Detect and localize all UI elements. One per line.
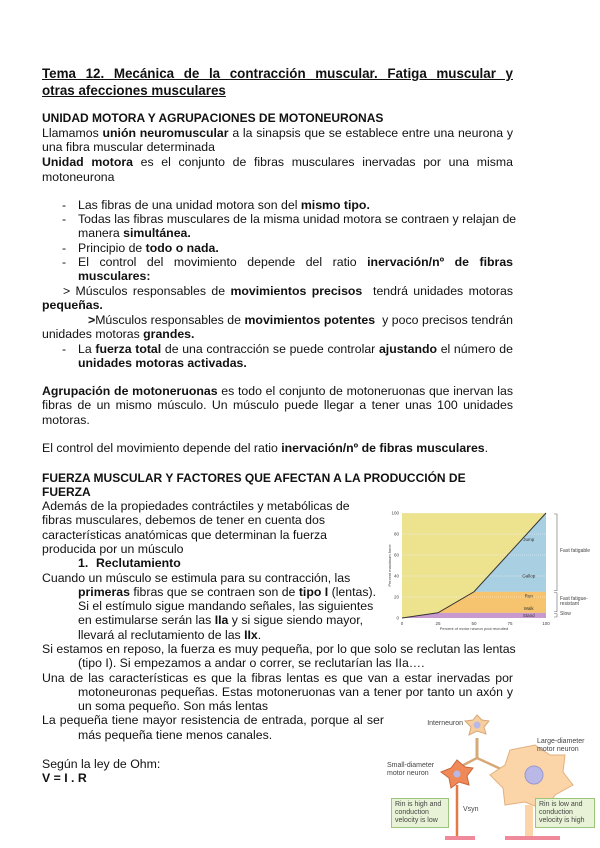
large-note-box: Rin is low and conduction velocity is high (535, 798, 595, 828)
interneuron-label: Interneuron (427, 720, 463, 727)
paragraph-line (42, 126, 513, 140)
bold-text: V = I . R (42, 771, 87, 785)
activity-label: Jump (523, 536, 535, 542)
bullet-dash: - (62, 241, 67, 255)
text: Las fibras de una unidad motora son del (78, 198, 301, 212)
subheading: Reclutamiento (96, 556, 181, 570)
text: fibras que se contraen son de (129, 585, 299, 599)
text: > Músculos responsables de (63, 284, 231, 298)
bold-text: fuerza total (95, 342, 162, 356)
paragraph-line (42, 413, 90, 427)
paragraph-line (42, 140, 215, 154)
bold-text: movimientos potentes (244, 313, 376, 327)
sub-item (88, 313, 513, 327)
bold-text: Agrupación de motoneruonas (42, 384, 218, 398)
bold-text: inervación/nº de fibras (367, 255, 513, 269)
text: un soma pequeño. Son más lentas (78, 699, 269, 713)
bold-text: ajustando (378, 342, 438, 356)
bullet-item-cont (78, 226, 191, 240)
text: manera (78, 226, 124, 240)
bold-text: unidades motoras activadas. (78, 356, 247, 370)
text: unidades motoras (42, 327, 144, 341)
y-tick-label: 60 (393, 552, 399, 558)
bullet-item (78, 241, 219, 255)
text: motoras. (42, 413, 90, 427)
text: Además de la propiedades contráctiles y metabólicas de (42, 499, 350, 513)
text: características anatómicas que determinan la fuerza (42, 528, 328, 542)
y-tick-label: 80 (393, 531, 399, 537)
sub-item-cont (42, 327, 194, 341)
vsyn-label: Vsyn (463, 806, 479, 813)
recruitment-chart (385, 505, 600, 632)
y-tick-label: 40 (393, 573, 399, 579)
bold-text: > (88, 313, 96, 327)
text: . (257, 628, 262, 642)
bullet-item (78, 342, 513, 356)
text: motoneurona (42, 170, 115, 184)
band-bracket (554, 614, 557, 617)
large-neuron-label: Large-diameter motor neuron (537, 738, 585, 753)
bold-text: mismo tipo. (300, 198, 370, 212)
paragraph-line (42, 571, 350, 585)
paragraph-line (42, 155, 513, 169)
paragraph-line (42, 384, 513, 398)
bold-text: simultánea. (123, 226, 191, 240)
list-number: 1. (78, 556, 89, 570)
text: el número de (437, 342, 513, 356)
x-tick-label: 25 (435, 621, 441, 626)
text: una fibra muscular determinada (42, 140, 215, 154)
sub-item-cont (42, 298, 103, 312)
band-label: Fast fatigable (560, 548, 591, 555)
y-tick-label: 0 (396, 615, 399, 621)
band-bracket (554, 593, 557, 612)
text: Músculos responsables de (95, 313, 245, 327)
activity-label: Run (524, 593, 533, 599)
section-heading-cont: FUERZA (42, 485, 91, 499)
text: más pequeña tiene menos canales. (78, 728, 273, 742)
text: Principio de (78, 241, 146, 255)
x-tick-label: 0 (400, 621, 404, 626)
text: El control del movimiento depende del ratio (42, 441, 282, 455)
paragraph-line (78, 685, 513, 699)
x-tick-label: 100 (542, 621, 550, 626)
text: (tipo I). Si empezamos a andar o correr, se reclutarían las IIa…. (78, 656, 425, 670)
bullet-item-cont (78, 356, 247, 370)
paragraph-line (42, 757, 160, 771)
text: La pequeña tiene mayor resistencia de entrada, porque al ser (42, 713, 384, 727)
text: Todas las fibras musculares de la misma unidad motora se contraen y relajan de (78, 212, 517, 226)
paragraph-line (78, 728, 272, 742)
small-neuron-label: Small-diameter motor neuron (387, 762, 435, 777)
text: llevará al reclutamiento de las (78, 628, 245, 642)
text: fibras de un mismo músculo. Un músculo puede llegar a tener unas 100 unidades (42, 398, 513, 412)
text: motoneuronas pequeñas. Estas motoneruonas van a tener por tanto un axón y (78, 685, 513, 699)
text: El control del movimiento depende del ratio (78, 255, 368, 269)
text: es todo el conjunto de motoneruonas que inervan las (217, 384, 514, 398)
section-heading: UNIDAD MOTORA Y AGRUPACIONES DE MOTONEURONAS (42, 111, 384, 125)
text: y si sigue siendo mayor, (228, 613, 364, 627)
bold-text: todo o nada. (145, 241, 219, 255)
nucleus (525, 766, 543, 784)
motor-neuron-figure (385, 710, 600, 848)
bullet-dash: - (62, 212, 67, 226)
text: Cuando un músculo se estimula para su contracción, las (42, 571, 351, 585)
paragraph-line (78, 656, 425, 670)
x-tick-label: 75 (507, 621, 513, 626)
text: en estimularse serán las (78, 613, 215, 627)
text: tendrá unidades motoras (362, 284, 513, 298)
text: producida por un músculo (42, 542, 184, 556)
activity-label: Gallop (522, 573, 536, 579)
large-axon (525, 805, 533, 840)
bold-text: unión neuromuscular (102, 126, 229, 140)
paragraph-line (78, 599, 373, 613)
text: fibras musculares, debemos de tener en cuenta dos (42, 513, 325, 527)
paragraph-line (42, 542, 184, 556)
text: La (78, 342, 96, 356)
y-tick-label: 20 (393, 594, 399, 600)
bullet-dash: - (62, 255, 67, 269)
x-axis-label: Percent of motor neuron pool recruited (439, 626, 509, 631)
bold-text: primeras (78, 585, 130, 599)
paragraph-line (42, 671, 513, 685)
paragraph-line (42, 441, 488, 455)
text: a la sinapsis que se establece entre una neurona y (228, 126, 514, 140)
paragraph-line (42, 513, 325, 527)
band-label: Slow (560, 611, 571, 618)
bullet-item (78, 212, 517, 226)
activity-label: Walk (523, 606, 534, 612)
text: Si el estímulo sigue mandando señales, las siguientes (78, 599, 374, 613)
bold-text: IIx (244, 628, 258, 642)
text: de una contracción se puede controlar (161, 342, 379, 356)
x-tick-label: 50 (471, 621, 477, 626)
sub-item (63, 284, 513, 298)
paragraph-line (78, 699, 268, 713)
paragraph-line (42, 713, 384, 727)
paragraph-line (78, 613, 363, 627)
page-title-line-1: Tema 12. Mecánica de la contracción muscular. Fatiga muscular y (42, 66, 513, 81)
bold-text: pequeñas. (42, 298, 103, 312)
y-tick-label: 100 (391, 510, 399, 516)
nucleus (474, 722, 481, 729)
paragraph-line (42, 499, 350, 513)
y-axis-label: Percent maximum force (387, 544, 392, 587)
band-bracket (554, 514, 557, 591)
text: Si estamos en reposo, la fuerza es muy pequeña, por lo que solo se reclutan las lentas (42, 642, 516, 656)
formula (42, 771, 87, 785)
bold-text: tipo I (298, 585, 329, 599)
bullet-item-cont (78, 269, 150, 283)
text: Una de las características es que la fibras lentas es que van a estar inervadas por (42, 671, 513, 685)
bold-text: IIa (214, 613, 229, 627)
paragraph-line (42, 398, 513, 412)
bullet-item (78, 198, 370, 212)
section-heading: FUERZA MUSCULAR Y FACTORES QUE AFECTAN A LA PRODUCCIÓN DE (42, 471, 466, 485)
paragraph-line (42, 170, 114, 184)
text: Según la ley de Ohm: (42, 757, 161, 771)
axon (477, 758, 503, 770)
text: y poco precisos tendrán (375, 313, 513, 327)
bold-text: movimientos precisos (230, 284, 363, 298)
bold-text: grandes. (143, 327, 195, 341)
paragraph-line (42, 528, 327, 542)
page-title-line-2: otras afecciones musculares (42, 83, 226, 98)
text: Llamamos (42, 126, 103, 140)
bullet-dash: - (62, 342, 67, 356)
bullet-dash: - (62, 198, 67, 212)
band-label: Fast fatigue-resistant (560, 595, 588, 608)
activity-label: Stand (522, 612, 535, 618)
bullet-item (78, 255, 513, 269)
text: es el conjunto de fibras musculares inervadas por una misma (133, 155, 513, 169)
bold-text: musculares: (78, 269, 151, 283)
bold-text: Unidad motora (42, 155, 133, 169)
nucleus (454, 771, 461, 778)
paragraph-line (42, 642, 516, 656)
small-note-box: Rin is high and conduction velocity is low (391, 798, 449, 828)
text: . (484, 441, 489, 455)
text: (lentas). (328, 585, 377, 599)
paragraph-line (78, 585, 377, 599)
bold-text: inervación/nº de fibras musculares (281, 441, 485, 455)
paragraph-line (78, 628, 261, 642)
